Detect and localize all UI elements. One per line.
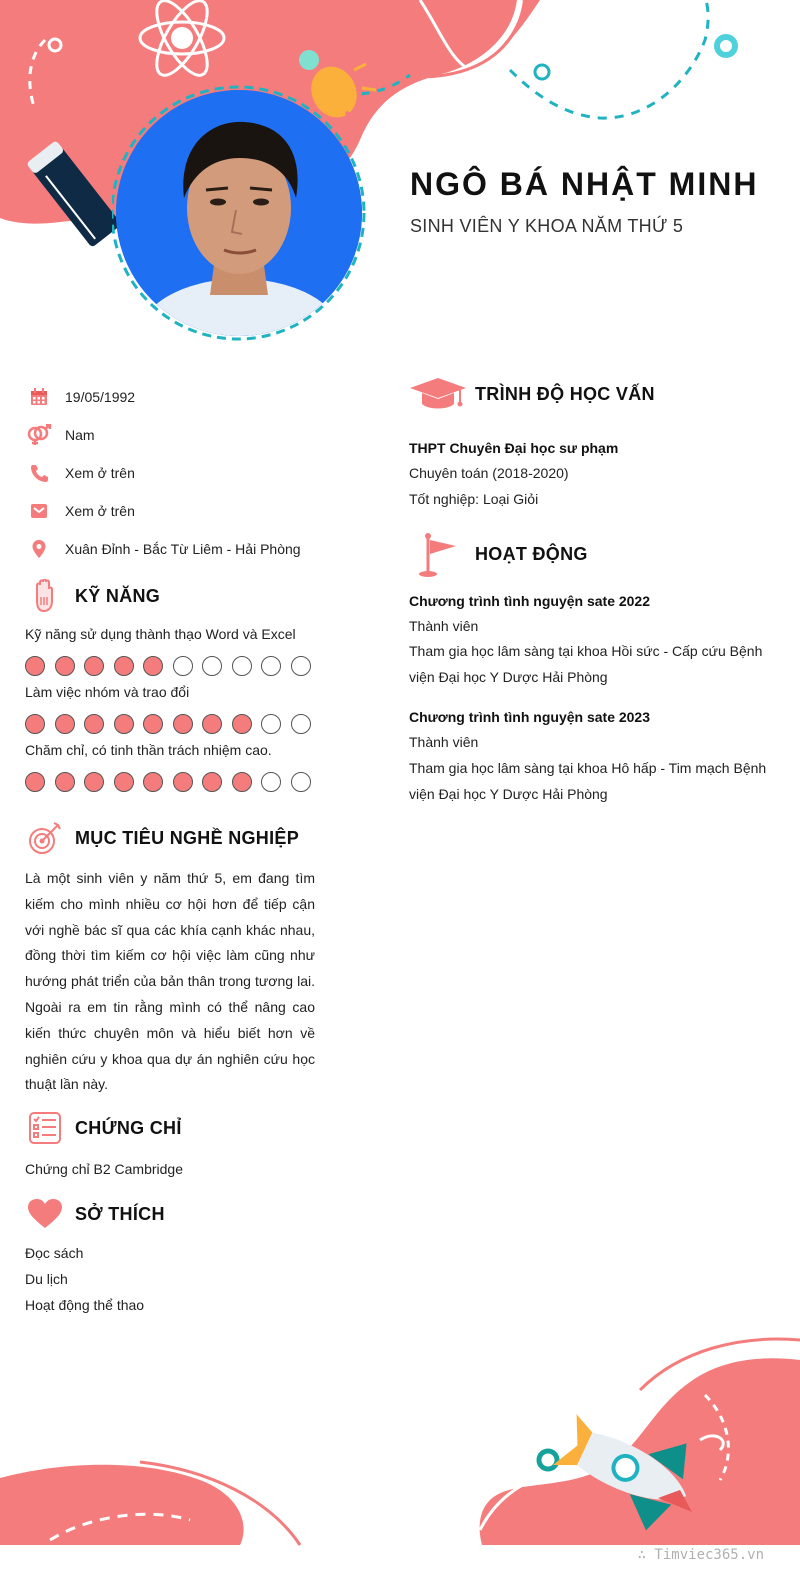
activities-title: HOẠT ĐỘNG — [475, 544, 588, 565]
contact-email-value[interactable]: Xem ở trên — [65, 503, 135, 519]
flag-icon — [409, 533, 467, 577]
rating-dot-filled — [55, 656, 75, 676]
rating-dot-filled — [232, 772, 252, 792]
checklist-icon — [25, 1108, 65, 1148]
rating-dot-filled — [84, 714, 104, 734]
contact-gender — [25, 416, 315, 454]
rating-dot-filled — [232, 714, 252, 734]
calendar-icon — [25, 385, 53, 409]
rating-dot-empty — [232, 656, 252, 676]
profile-photo — [116, 90, 362, 336]
profile-photo-frame — [112, 82, 372, 342]
rating-dot-empty — [291, 656, 311, 676]
rating-dot-filled — [173, 714, 193, 734]
rating-dot-filled — [84, 656, 104, 676]
hobbies-header — [25, 1192, 315, 1236]
hobby-item: Hoạt động thể thao — [25, 1297, 145, 1314]
contact-phone-value[interactable]: Xem ở trên — [65, 465, 135, 481]
activity-item — [409, 589, 769, 691]
hobby-list — [25, 1240, 315, 1318]
skills-title: KỸ NĂNG — [75, 585, 161, 606]
rating-dot-filled — [202, 714, 222, 734]
contact-email — [25, 492, 315, 530]
rating-dot-filled — [114, 714, 134, 734]
skill-rating — [25, 714, 315, 734]
right-column — [409, 372, 769, 807]
watermark: ∴ Timviec365.vn — [637, 1547, 764, 1563]
education-entry — [409, 436, 769, 513]
activity-name: Chương trình tình nguyện sate 2022 — [409, 592, 651, 609]
rating-dot-filled — [114, 772, 134, 792]
certificates-header — [25, 1106, 315, 1150]
rating-dot-filled — [84, 772, 104, 792]
certificate-item: Chứng chỉ B2 Cambridge — [25, 1161, 184, 1178]
objective-title: MỤC TIÊU NGHỀ NGHIỆP — [75, 827, 300, 848]
heart-icon — [25, 1194, 65, 1234]
education-school: THPT Chuyên Đại học sư phạm — [409, 440, 619, 456]
phone-icon — [25, 461, 53, 485]
rating-dot-filled — [143, 714, 163, 734]
rating-dot-filled — [114, 656, 134, 676]
activity-role: Thành viên — [409, 617, 479, 634]
rating-dot-filled — [55, 772, 75, 792]
activity-desc: Tham gia học lâm sàng tại khoa Hô hấp - Tim mạch Bệnh viện Đại học Y Dược Hải Phòng — [409, 759, 767, 802]
education-result: Tốt nghiệp: Loại Giỏi — [409, 490, 539, 507]
rating-dot-filled — [202, 772, 222, 792]
activity-desc: Tham gia học lâm sàng tại khoa Hồi sức - Cấp cứu Bệnh viện Đại học Y Dược Hải Phòng — [409, 643, 763, 686]
hobbies-title: SỞ THÍCH — [75, 1203, 165, 1224]
contact-gender-value: Nam — [65, 427, 95, 443]
skill-rating — [25, 772, 315, 792]
candidate-title: SINH VIÊN Y KHOA NĂM THỨ 5 — [410, 216, 684, 236]
skill-item — [25, 684, 315, 734]
rating-dot-empty — [261, 714, 281, 734]
activity-name: Chương trình tình nguyện sate 2023 — [409, 708, 651, 725]
gender-icon — [25, 423, 53, 447]
contact-birthday — [25, 378, 315, 416]
candidate-name: NGÔ BÁ NHẬT MINH — [410, 166, 759, 202]
hobby-item: Du lịch — [25, 1271, 68, 1288]
contact-birthday-value: 19/05/1992 — [65, 389, 136, 405]
activity-item — [409, 705, 769, 807]
rating-dot-filled — [25, 714, 45, 734]
rating-dot-empty — [173, 656, 193, 676]
rating-dot-filled — [25, 656, 45, 676]
rating-dot-filled — [25, 772, 45, 792]
skill-name: Làm việc nhóm và trao đổi — [25, 684, 190, 700]
education-header — [409, 372, 769, 416]
education-major: Chuyên toán (2018-2020) — [409, 465, 569, 481]
email-icon — [25, 499, 53, 523]
skill-name: Kỹ năng sử dụng thành thạo Word và Excel — [25, 626, 296, 642]
contact-list — [25, 378, 315, 568]
hobby-item: Đọc sách — [25, 1245, 84, 1262]
rating-dot-empty — [202, 656, 222, 676]
objective-text: Là một sinh viên y năm thứ 5, em đang tìm kiếm cho mình nhiều cơ hội hơn để tiếp cận với nghề bác sĩ qua các khía cạnh khác nhau, đồng thời tìm kiếm cơ hội việc làm cũng như hướng phát triển của bản thân trong tương lai. Ngoài ra em tin rằng mình có thể nâng cao kiến thức chuyên môn và hiểu biết hơn về nghiên cứu y khoa qua dự án nghiên cứu học thuật lần này. — [25, 870, 315, 1093]
target-icon — [25, 818, 65, 858]
skill-name: Chăm chỉ, có tinh thần trách nhiệm cao. — [25, 742, 272, 758]
location-pin-icon — [25, 537, 53, 561]
objective-header — [25, 816, 315, 860]
skill-item — [25, 626, 315, 676]
rating-dot-filled — [143, 772, 163, 792]
skills-header — [25, 574, 315, 618]
activities-header — [409, 533, 769, 577]
rating-dot-filled — [143, 656, 163, 676]
rating-dot-empty — [261, 772, 281, 792]
education-title: TRÌNH ĐỘ HỌC VẤN — [475, 383, 655, 404]
left-column — [25, 378, 315, 1318]
rating-dot-filled — [55, 714, 75, 734]
activity-role: Thành viên — [409, 733, 479, 750]
rating-dot-empty — [291, 772, 311, 792]
certificates-title: CHỨNG CHỈ — [75, 1117, 182, 1138]
skill-rating — [25, 656, 315, 676]
rating-dot-empty — [291, 714, 311, 734]
skill-item — [25, 742, 315, 792]
contact-address-value: Xuân Đỉnh - Bắc Từ Liêm - Hải Phòng — [65, 541, 301, 557]
graduation-cap-icon — [409, 372, 467, 416]
contact-address — [25, 530, 315, 568]
contact-phone — [25, 454, 315, 492]
rating-dot-filled — [173, 772, 193, 792]
rating-dot-empty — [261, 656, 281, 676]
hand-icon — [25, 576, 65, 616]
